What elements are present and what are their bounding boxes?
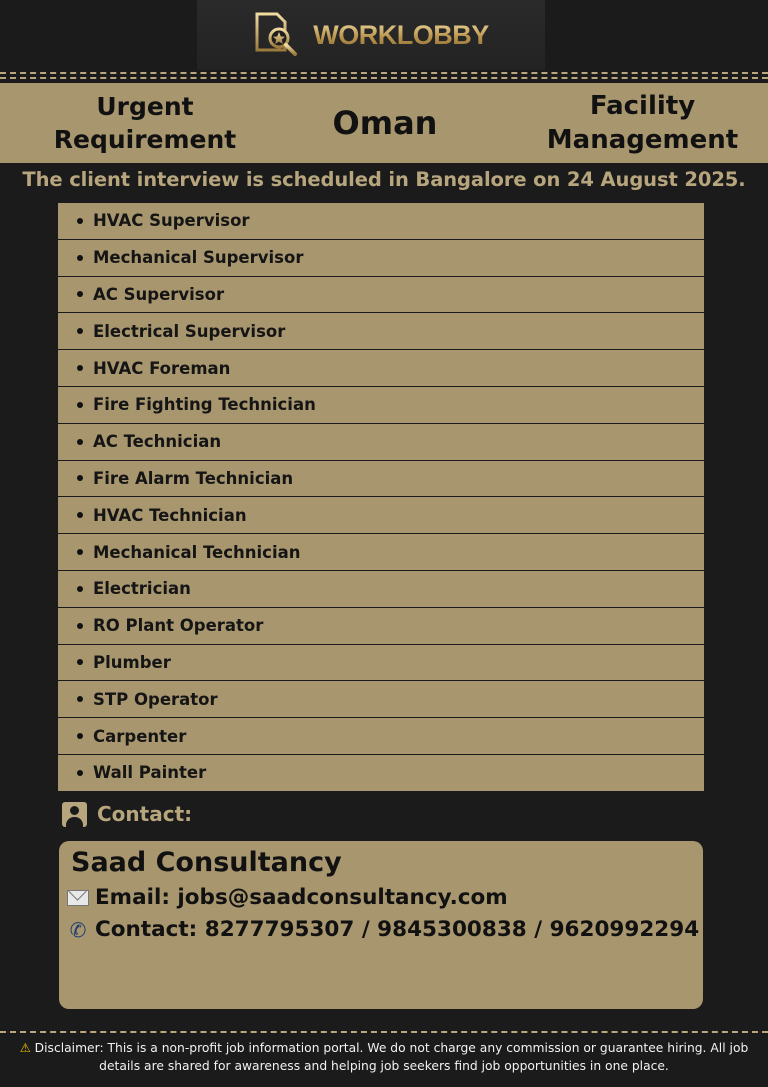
job-title: HVAC Technician [93,505,247,525]
job-list-item [58,277,704,313]
job-title: RO Plant Operator [93,616,264,636]
divider [0,77,768,79]
job-title: HVAC Foreman [93,358,231,378]
job-list-item [58,608,704,644]
sector-label: Facility Management [546,90,739,155]
warning-icon: ⚠ [19,1041,31,1055]
job-list-item [58,571,704,607]
bullet-icon [77,659,83,665]
header-band [0,83,768,163]
job-list-item [58,203,704,239]
contact-heading [62,800,192,828]
phone-line[interactable] [67,917,699,942]
email-text[interactable]: Email: jobs@saadconsultancy.com [95,885,508,910]
job-list [58,203,704,792]
job-list-item [58,534,704,570]
job-list-item [58,497,704,533]
bullet-icon [77,328,83,334]
job-list-item [58,424,704,460]
bullet-icon [77,623,83,629]
bullet-icon [77,733,83,739]
job-list-item [58,461,704,497]
phone-text[interactable]: Contact: 8277795307 / 9845300838 / 9620992294 [95,917,700,942]
bullet-icon [77,291,83,297]
job-list-item [58,350,704,386]
urgent-requirement-label: Urgent Requirement [53,92,237,154]
job-title: AC Supervisor [93,284,225,304]
job-title: Electrician [93,579,191,599]
job-list-item [58,718,704,754]
disclaimer [8,1039,760,1076]
job-list-item [58,755,704,791]
brand-name: WORKLOBBY [313,19,489,50]
job-list-item [58,387,704,423]
bullet-icon [77,512,83,518]
bullet-icon [77,586,83,592]
bullet-icon [77,218,83,224]
job-title: STP Operator [93,689,218,709]
job-title: Mechanical Technician [93,542,301,562]
bullet-icon [77,770,83,776]
interview-notice: The client interview is scheduled in Bangalore on 24 August 2025. [22,168,746,191]
job-list-item [58,313,704,349]
job-title: Plumber [93,652,171,672]
bullet-icon [77,255,83,261]
bullet-icon [77,475,83,481]
job-title: AC Technician [93,432,222,452]
job-title: Carpenter [93,726,187,746]
bullet-icon [77,439,83,445]
company-name: Saad Consultancy [71,847,342,878]
divider [0,1031,768,1033]
bullet-icon [77,696,83,702]
phone-icon: ✆ [69,917,87,942]
brand-header [197,0,545,70]
job-title: Fire Fighting Technician [93,395,316,415]
envelope-icon [67,890,89,906]
job-title: Mechanical Supervisor [93,248,304,268]
country-label: Oman [332,103,438,142]
divider [0,72,768,74]
job-list-item [58,681,704,717]
job-list-item [58,240,704,276]
contact-heading-label: Contact: [97,802,193,826]
job-title: Wall Painter [93,763,207,783]
job-list-item [58,645,704,681]
email-line[interactable] [67,885,508,910]
document-search-icon [253,11,301,59]
bullet-icon [77,549,83,555]
job-title: Electrical Supervisor [93,321,286,341]
disclaimer-text: Disclaimer: This is a non-profit job information portal. We do not charge any commission or guarantee hiring. All job details are shared for awareness and helping job seekers find job opportunities in one place. [34,1041,749,1074]
contact-card [59,841,703,1009]
bullet-icon [77,402,83,408]
bullet-icon [77,365,83,371]
contact-person-icon [62,802,87,827]
job-title: HVAC Supervisor [93,211,250,231]
job-title: Fire Alarm Technician [93,468,294,488]
